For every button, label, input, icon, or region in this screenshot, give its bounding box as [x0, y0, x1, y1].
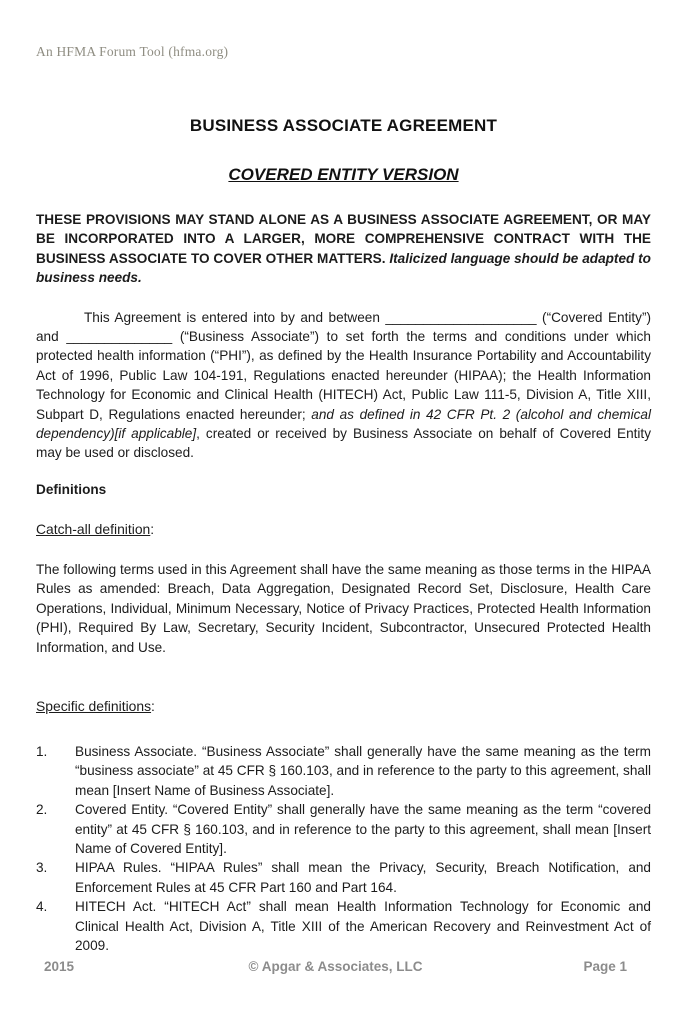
- definition-item-hitech-act: [36, 897, 651, 955]
- intro-paragraph: [36, 308, 651, 463]
- catch-all-heading: [36, 521, 651, 537]
- definition-number: 2.: [36, 802, 48, 818]
- footer-year: 2015: [44, 959, 75, 974]
- intro-text-2: (“Covered Entity”) and: [36, 309, 651, 345]
- definition-item-hipaa-rules: [36, 858, 651, 897]
- intro-italic-clause: and as defined in 42 CFR Pt. 2 (alcohol and chemical dependency)[if applicable]: [36, 406, 651, 442]
- specific-definitions-heading-text: Specific definitions: [36, 697, 152, 714]
- specific-definitions-heading: [36, 698, 651, 714]
- definition-text: HIPAA Rules. “HIPAA Rules” shall mean the Privacy, Security, Breach Notification, and Enforcement Rules at 45 CFR Part 160 and Part 164.: [75, 860, 651, 895]
- definition-number: 3.: [36, 860, 48, 876]
- intro-text-1: This Agreement is entered into by and between: [84, 309, 386, 325]
- header-tool-credit: An HFMA Forum Tool (hfma.org): [36, 44, 229, 59]
- definition-text: HITECH Act. “HITECH Act” shall mean Health Information Technology for Economic and Clinical Health Act, Division A, Title XIII of the American Recovery and Reinvestment Act of 2009.: [75, 899, 651, 953]
- definition-item-business-associate: [36, 742, 651, 800]
- catch-all-paragraph: The following terms used in this Agreement shall have the same meaning as those terms in the HIPAA Rules as amended: Breach, Data Aggregation, Designated Record Set, Disclosure, Health Care Operations, Individual, Minimum Necessary, Notice of Privacy Practices, Protected Health Information (PHI), Required By Law, Secretary, Security Incident, Subcontractor, Unsecured Protected Health Information, and Use.: [36, 561, 651, 655]
- definition-text: Business Associate. “Business Associate” shall generally have the same meaning as the term “business associate” at 45 CFR § 160.103, and in reference to the party to this agreement, shall mean [Insert Name of Business Associate].: [75, 743, 651, 798]
- document-subtitle: COVERED ENTITY VERSION: [228, 165, 459, 184]
- footer-copyright: © Apgar & Associates, LLC: [248, 959, 423, 974]
- definition-number: 1.: [36, 743, 48, 759]
- specific-definitions-heading-colon: :: [151, 697, 155, 714]
- definition-item-covered-entity: [36, 800, 651, 858]
- definition-text: Covered Entity. “Covered Entity” shall generally have the same meaning as the term “covered entity” at 45 CFR § 160.103, and in reference to the party to this agreement, shall mean [Insert Name of Covered Entity].: [75, 802, 651, 856]
- covered-entity-blank: ____________________: [385, 309, 537, 325]
- definitions-list: [36, 742, 651, 955]
- intro-text-3: (“Business Associate”) to set forth the terms and conditions under which protected health information (“PHI”), as defined by the Health Insurance Portability and Accountability Act of 1996, Public Law 104-191, Regulations enacted hereunder (HIPAA); the Health Information Technology for Economic and Clinical Health (HITECH) Act, Public Law 111-5, Division A, Title XIII, Subpart D, Regulations enacted hereunder;: [36, 329, 651, 422]
- business-associate-blank: ______________: [66, 329, 173, 345]
- catch-all-heading-text: Catch-all definition: [36, 520, 151, 537]
- document-title: BUSINESS ASSOCIATE AGREEMENT: [189, 116, 498, 135]
- definitions-heading: Definitions: [36, 481, 107, 497]
- notice-italic-text: Italicized language should be adapted to business needs.: [36, 250, 651, 286]
- catch-all-heading-colon: :: [150, 520, 155, 537]
- footer-page-number: Page 1: [583, 959, 628, 974]
- page-footer: [44, 959, 627, 974]
- intro-text-4: , created or received by Business Associate on behalf of Covered Entity may be used or disclosed.: [36, 426, 651, 461]
- notice-bold-text: THESE PROVISIONS MAY STAND ALONE AS A BUSINESS ASSOCIATE AGREEMENT, OR MAY BE INCORPORATED INTO A LARGER, MORE COMPREHENSIVE CONTRACT WITH THE BUSINESS ASSOCIATE TO COVER OTHER MATTERS.: [36, 212, 651, 266]
- definition-number: 4.: [36, 899, 48, 915]
- notice-paragraph: [36, 210, 651, 288]
